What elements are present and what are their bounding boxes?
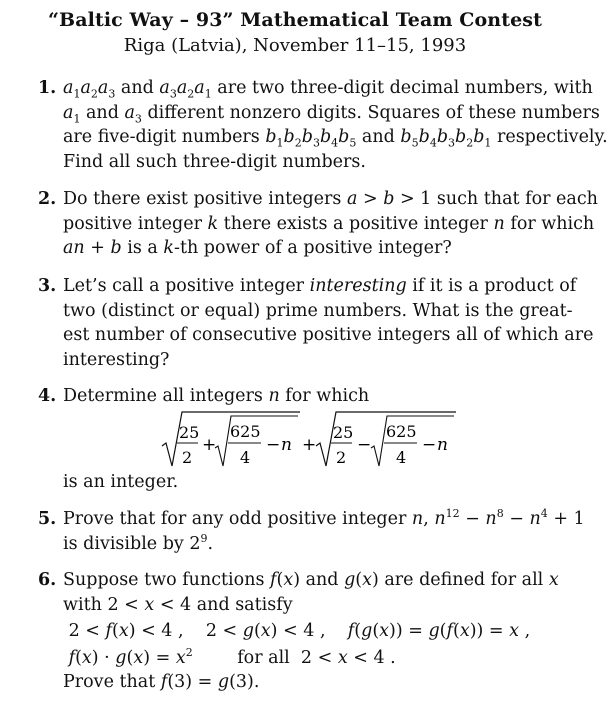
text-fragment: and <box>120 78 154 98</box>
problem-line: $a_1$ and $a_3$ different nonzero digits. Squares of these numbers <box>63 102 600 125</box>
problem-text <box>63 568 560 695</box>
emphasis-term: interesting <box>309 276 407 296</box>
contest-subtitle: Riga (Latvia), November 11–15, 1993 <box>123 35 467 56</box>
problem-text <box>63 274 594 372</box>
problem-number: 5. <box>38 509 57 529</box>
frac1-denominator: 2 <box>182 448 193 467</box>
problem-line <box>63 274 577 299</box>
exponent: 8 <box>496 507 504 521</box>
problem-text <box>63 384 560 409</box>
frac1-denominator: 2 <box>336 448 347 467</box>
problem-3 <box>38 274 594 372</box>
problem-text <box>63 76 608 174</box>
problem-4 <box>38 384 560 409</box>
problem-line: is an integer. <box>63 472 179 492</box>
frac1-numerator: 25 <box>179 423 200 442</box>
frac2-denominator: 4 <box>396 448 407 467</box>
problem-line: Find all such three-digit numbers. <box>63 151 366 172</box>
problem-6 <box>38 568 560 695</box>
text-fragment: Let’s call a positive integer <box>63 276 305 296</box>
variable-n: n <box>437 435 448 455</box>
problem-line: Prove that f(3) = g(3). <box>63 672 260 692</box>
nested-radical-formula <box>160 408 460 470</box>
problem-line: Do there exist positive integers a > b > 1 such that for each <box>63 189 598 209</box>
problem-number: 1. <box>38 78 57 98</box>
problem-number: 2. <box>38 189 57 209</box>
problem-line: are five-digit numbers $b_1b_2b_3b_4b_5$ and $b_5b_4b_3b_2b_1$ respectively. <box>63 127 608 150</box>
minus-sign: − <box>266 435 281 455</box>
text-fragment: are two three-digit decimal numbers, with <box>217 78 593 98</box>
problem-text <box>63 187 598 261</box>
text-fragment: if it is a product of <box>412 276 577 296</box>
problem-line: $a_1a_2a_3$ and $a_3a_2a_1$ are two three-digit decimal numbers, with <box>63 78 593 101</box>
problem-line: positive integer k there exists a positive integer n for which <box>63 213 595 234</box>
exponent: 4 <box>540 507 548 521</box>
problem-line: interesting? <box>63 349 170 370</box>
exponent: 12 <box>445 507 460 521</box>
frac1-numerator: 25 <box>333 423 354 442</box>
contest-title: “Baltic Way – 93” Mathematical Team Contest <box>48 9 542 31</box>
frac2-numerator: 625 <box>386 422 417 441</box>
minus-sign: − <box>422 435 437 455</box>
problem-text <box>63 507 585 556</box>
plus-sign: + <box>302 435 317 455</box>
problem-line: with 2 < x < 4 and satisfy <box>63 594 293 615</box>
problem-5 <box>38 507 585 556</box>
problem-number: 3. <box>38 276 57 296</box>
problem-4-tail <box>38 470 560 495</box>
exponent: 9 <box>200 531 208 545</box>
plus-sign: + <box>202 435 217 455</box>
problem-number: 4. <box>38 386 57 406</box>
problem-line: is divisible by $2^9$. <box>63 531 214 554</box>
problem-line: $f(x) \cdot g(x) = x^2$ for all 2 < x < 4 . <box>68 645 396 668</box>
problem-number: 6. <box>38 570 57 590</box>
variable-n: n <box>281 435 292 455</box>
problem-line: two (distinct or equal) prime numbers. What is the great- <box>63 300 573 321</box>
problem-text <box>63 470 560 495</box>
problem-line: Determine all integers n for which <box>63 386 370 406</box>
frac2-denominator: 4 <box>240 448 251 467</box>
frac2-numerator: 625 <box>230 422 261 441</box>
minus-sign: − <box>357 435 372 455</box>
problem-line: Prove that for any odd positive integer n, $n^{12} - n^8 - n^4 + 1$ <box>63 507 585 529</box>
problem-line: 2 < f(x) < 4 , 2 < g(x) < 4 , f(g(x)) = g(f(x)) = x , <box>63 621 531 641</box>
problem-line: an + b is a k-th power of a positive integer? <box>63 238 452 258</box>
problem-line: Suppose two functions f(x) and g(x) are defined for all x <box>63 570 559 590</box>
problem-line: est number of consecutive positive integers all of which are <box>63 325 594 345</box>
problem-2 <box>38 187 598 261</box>
problem-1 <box>38 76 608 174</box>
